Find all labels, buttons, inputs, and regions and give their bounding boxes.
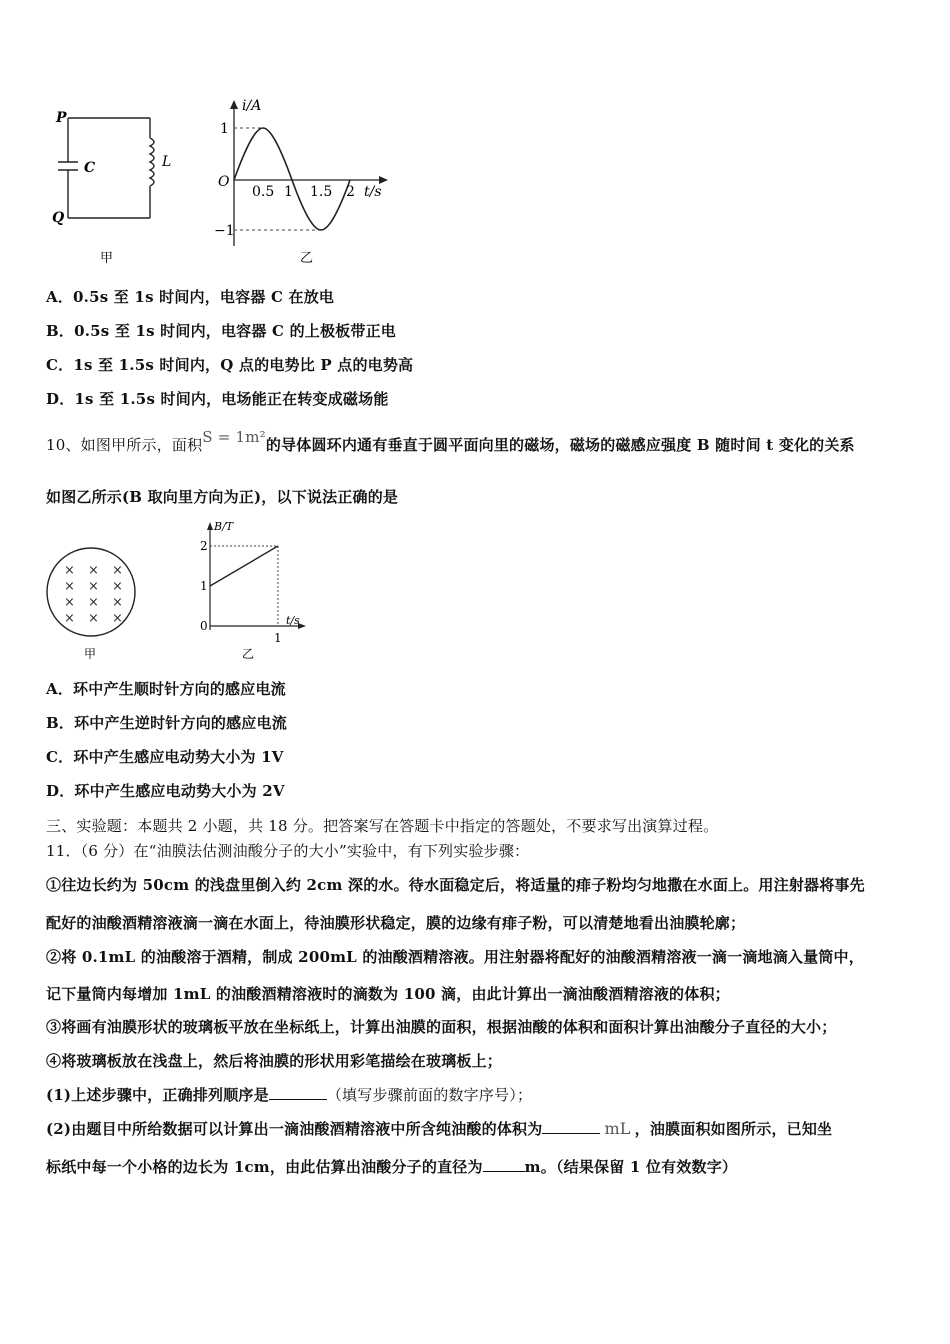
bt-ytick-2: 2 [200,539,208,553]
q10-option-b: B．环中产生逆时针方向的感应电流 [46,714,287,732]
graph-ylabel: i/A [242,98,262,114]
xtick-1: 1 [284,184,293,200]
label-C: C [84,160,96,176]
magnetic-ring-drawing [44,544,144,664]
label-P: P [56,110,67,126]
xtick-0.5: 0.5 [252,184,275,200]
bt-ylabel: B/T [214,520,234,533]
bt-xlabel: t/s [286,614,300,627]
bt-caption: 乙 [242,647,255,661]
svg-text:×: × [88,595,99,610]
svg-text:×: × [64,595,75,610]
ring-caption: 甲 [84,647,97,661]
magnetic-ring-figure [44,544,144,664]
svg-text:×: × [64,611,75,626]
q11-sub1: (1)上述步骤中，正确排列顺序是 （填写步骤前面的数字序号）； [46,1086,533,1104]
lc-circuit-drawing [46,100,186,270]
field-graph-drawing [196,518,326,664]
current-curve [234,128,350,230]
q11-step4: ④将玻璃板放在浅盘上，然后将油膜的形状用彩笔描绘在玻璃板上； [46,1052,503,1070]
svg-text:×: × [64,563,75,578]
svg-text:×: × [112,579,123,594]
q10-stem-line2: 如图乙所示(B 取向里方向为正)，以下说法正确的是 [46,488,399,506]
current-graph-figure [210,96,400,271]
svg-text:×: × [88,563,99,578]
q11-step1-b: 配好的油酸酒精溶液滴一滴在水面上，待油膜形状稳定，膜的边缘有痱子粉，可以清楚地看出油膜轮廓； [46,914,746,932]
circuit-caption: 甲 [100,251,114,266]
svg-text:×: × [112,563,123,578]
graph-origin: O [218,174,230,190]
q11-step3: ③将画有油膜形状的玻璃板平放在坐标纸上，计算出油膜的面积，根据油酸的体积和面积计算出油酸分子直径的大小； [46,1018,837,1036]
svg-text:×: × [112,611,123,626]
graph-caption: 乙 [300,251,314,266]
q11-step2-b: 记下量筒内每增加 1mL 的油酸酒精溶液时的滴数为 100 滴，由此计算出一滴油酸酒精溶液的体积； [46,985,730,1003]
q11-stem: 11．（6 分）在“油膜法估测油酸分子的大小”实验中，有下列实验步骤： [46,842,530,860]
volume-unit: mL [604,1119,631,1138]
graph-xlabel: t/s [364,184,382,200]
xtick-1.5: 1.5 [310,184,333,200]
svg-text:×: × [88,611,99,626]
bt-ytick-0: 0 [200,619,208,633]
ytick-neg: −1 [214,223,235,239]
bt-ytick-1: 1 [200,579,208,593]
q10-option-d: D．环中产生感应电动势大小为 2V [46,782,285,800]
sub2-diameter-blank[interactable] [483,1157,525,1172]
q11-sub2-line2: 标纸中每一个小格的边长为 1cm，由此估算出油酸分子的直径为 m。（结果保留 1 位有效数字） [46,1158,738,1176]
xtick-2: 2 [346,184,355,200]
q10-option-c: C．环中产生感应电动势大小为 1V [46,748,284,766]
field-graph-figure [196,518,326,664]
q11-sub2-line1: (2)由题目中所给数据可以计算出一滴油酸酒精溶液中所含纯油酸的体积为 mL ，油膜面积如图所示，已知坐 [46,1119,833,1138]
sub1-answer-blank[interactable] [269,1085,327,1100]
q9-option-b: B．0.5s 至 1s 时间内，电容器 C 的上极板带正电 [46,322,396,340]
svg-text:×: × [112,595,123,610]
svg-text:×: × [88,579,99,594]
sub2-volume-blank[interactable] [542,1119,600,1134]
q10-stem-line1: 10、如图甲所示，面积S = 1m²的导体圆环内通有垂直于圆平面向里的磁场，磁场的磁感应强度 B 随时间 t 变化的关系 [46,428,855,454]
ytick-pos: 1 [220,121,229,137]
field-line [210,546,278,586]
q11-step2-a: ②将 0.1mL 的油酸溶于酒精，制成 200mL 的油酸酒精溶液。用注射器将配好的油酸酒精溶液一滴一滴地滴入量筒中， [46,948,864,966]
lc-circuit-figure [46,100,186,270]
section3-header: 三、实验题：本题共 2 小题，共 18 分。把答案写在答题卡中指定的答题处，不要求写出演算过程。 [46,817,719,835]
field-cross-grid [64,563,123,626]
current-graph-drawing [210,96,400,271]
q11-step1-a: ①往边长约为 50cm 的浅盘里倒入约 2cm 深的水。待水面稳定后，将适量的痱子粉均匀地撒在水面上。用注射器将事先 [46,876,865,894]
q9-option-c: C．1s 至 1.5s 时间内，Q 点的电势比 P 点的电势高 [46,356,414,374]
q10-option-a: A．环中产生顺时针方向的感应电流 [46,680,286,698]
svg-text:×: × [64,579,75,594]
label-L: L [162,154,172,170]
area-formula: S = 1m² [202,428,266,446]
q9-option-d: D．1s 至 1.5s 时间内，电场能正在转变成磁场能 [46,390,389,408]
q9-option-a: A．0.5s 至 1s 时间内，电容器 C 在放电 [46,288,335,306]
label-Q: Q [52,210,65,226]
bt-xtick-1: 1 [274,631,282,645]
